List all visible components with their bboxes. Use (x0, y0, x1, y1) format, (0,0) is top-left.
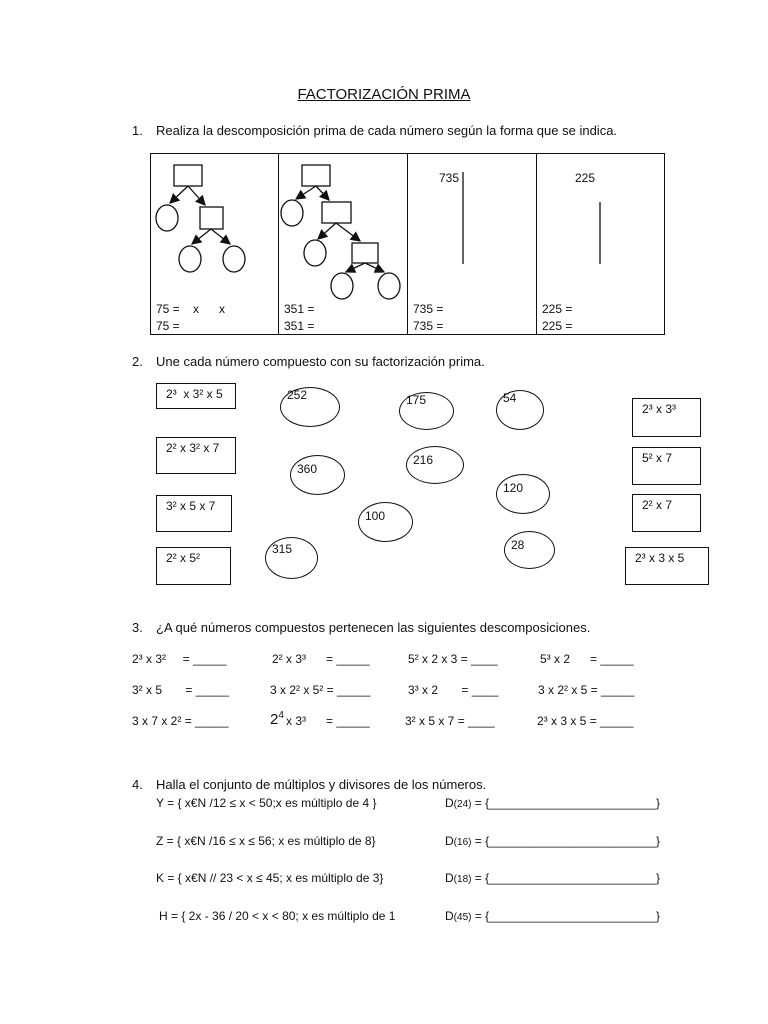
q3-expression: 2³ x 3² = _____ (132, 652, 227, 666)
number-oval[interactable]: 28 (504, 531, 555, 569)
divisor-blank[interactable]: = {_________________________} (471, 871, 661, 885)
q3-expression: 2³ x 3 x 5 = _____ (537, 714, 634, 728)
factorization-box[interactable]: 3² x 5 x 7 (156, 495, 232, 532)
cell4-line1: 225 = (542, 302, 573, 316)
divisor-blank[interactable]: = {_________________________} (471, 834, 661, 848)
tree1-oval (156, 205, 178, 231)
tree1-oval (179, 246, 201, 272)
number-oval[interactable]: 100 (358, 502, 413, 542)
cell2-line1: 351 = (284, 302, 315, 316)
divisor-letter: D (445, 796, 454, 810)
divisor-blank[interactable]: = {_________________________} (471, 909, 661, 923)
q2-number: 2. (132, 354, 143, 369)
cell4-line2: 225 = (542, 319, 573, 333)
divisor-blank[interactable]: = {_________________________} (471, 796, 661, 810)
cell1-line2: 75 = (156, 319, 180, 333)
q3-expression-special (270, 710, 284, 728)
cell2-line2: 351 = (284, 319, 315, 333)
factorization-box[interactable]: 2² x 7 (632, 494, 701, 532)
divisor-set (445, 834, 660, 848)
tree1-inner-box (200, 207, 223, 229)
set-definition: Y = { x€N /12 ≤ x < 50;x es múltiplo de 4 } (156, 796, 377, 810)
divisor-number: (18) (453, 874, 472, 885)
q3-expression: 3³ x 2 = ____ (408, 683, 499, 697)
q1-number: 1. (132, 123, 143, 138)
number-oval[interactable]: 120 (496, 474, 550, 514)
factorization-box[interactable]: 2² x 3² x 7 (156, 437, 236, 474)
divisor-set (445, 909, 660, 923)
q3-exponent: 4 (278, 710, 284, 721)
cell1-line1: 75 = x x (156, 302, 226, 316)
q3-number: 3. (132, 620, 143, 635)
divisor-letter: D (445, 834, 454, 848)
number-oval[interactable]: 54 (496, 390, 544, 430)
q3-expression: 3 x 2² x 5 = _____ (538, 683, 635, 697)
number-oval[interactable]: 252 (280, 387, 340, 427)
set-definition: Z = { x€N /16 ≤ x ≤ 56; x es múltiplo de 8} (156, 834, 376, 848)
page-title: FACTORIZACIÓN PRIMA (297, 86, 471, 103)
q3-expression: 5³ x 2 = _____ (540, 652, 634, 666)
q2-text: Une cada número compuesto con su factorización prima. (156, 354, 485, 369)
cell3-top-number: 735 (439, 171, 460, 185)
cell3-line2: 735 = (413, 319, 444, 333)
q3-expression: 3² x 5 x 7 = ____ (405, 714, 495, 728)
tree2-inner-box (322, 202, 351, 223)
set-definition: K = { x€N // 23 < x ≤ 45; x es múltiplo de 3} (156, 871, 384, 885)
q1-text: Realiza la descomposición prima de cada número según la forma que se indica. (156, 123, 618, 138)
number-oval[interactable]: 216 (406, 446, 464, 484)
factorization-box[interactable]: 2² x 5² (156, 547, 231, 585)
tree1-oval (223, 246, 245, 272)
divisor-set (445, 871, 660, 885)
q3-expression: 5² x 2 x 3 = ____ (408, 652, 498, 666)
q3-expression: 3 x 2² x 5² = _____ (270, 683, 371, 697)
tree2-root-box (302, 165, 330, 186)
tree1-root-box (174, 165, 202, 186)
divisor-number: (16) (453, 837, 472, 848)
set-definition: H = { 2x - 36 / 20 < x < 80; x es múltiplo de 1 (159, 909, 396, 923)
number-oval[interactable]: 175 (399, 392, 454, 430)
q3-expression: 2² x 3³ = _____ (272, 652, 370, 666)
divisor-number: (45) (453, 912, 472, 923)
q3-text: ¿A qué números compuestos pertenecen las siguientes descomposiciones. (156, 620, 591, 635)
q3-expression: 3² x 5 = _____ (132, 683, 230, 697)
factorization-box[interactable]: 2³ x 3² x 5 (156, 383, 236, 409)
cell4-top-number: 225 (575, 171, 596, 185)
tree2-oval (281, 200, 303, 226)
divisor-set (445, 796, 660, 810)
factorization-box[interactable]: 2³ x 3³ (632, 398, 701, 437)
divisor-number: (24) (453, 799, 472, 810)
number-oval[interactable]: 315 (265, 537, 318, 579)
cell3-line1: 735 = (413, 302, 444, 316)
tree2-oval (378, 273, 400, 299)
q4-number: 4. (132, 777, 143, 792)
q3-expression: 3 x 7 x 2² = _____ (132, 714, 229, 728)
q4-text: Halla el conjunto de múltiplos y divisores de los números. (156, 777, 487, 792)
q3-expression: x 3³ = _____ (286, 714, 370, 728)
factorization-box[interactable]: 2³ x 3 x 5 (625, 547, 709, 585)
number-oval[interactable]: 360 (290, 455, 345, 495)
tree2-oval (304, 240, 326, 266)
factorization-box[interactable]: 5² x 7 (632, 447, 701, 485)
tree2-inner-box (352, 243, 378, 263)
tree2-oval (331, 273, 353, 299)
divisor-letter: D (445, 909, 454, 923)
divisor-letter: D (445, 871, 454, 885)
q3-base: 2 (270, 711, 279, 728)
